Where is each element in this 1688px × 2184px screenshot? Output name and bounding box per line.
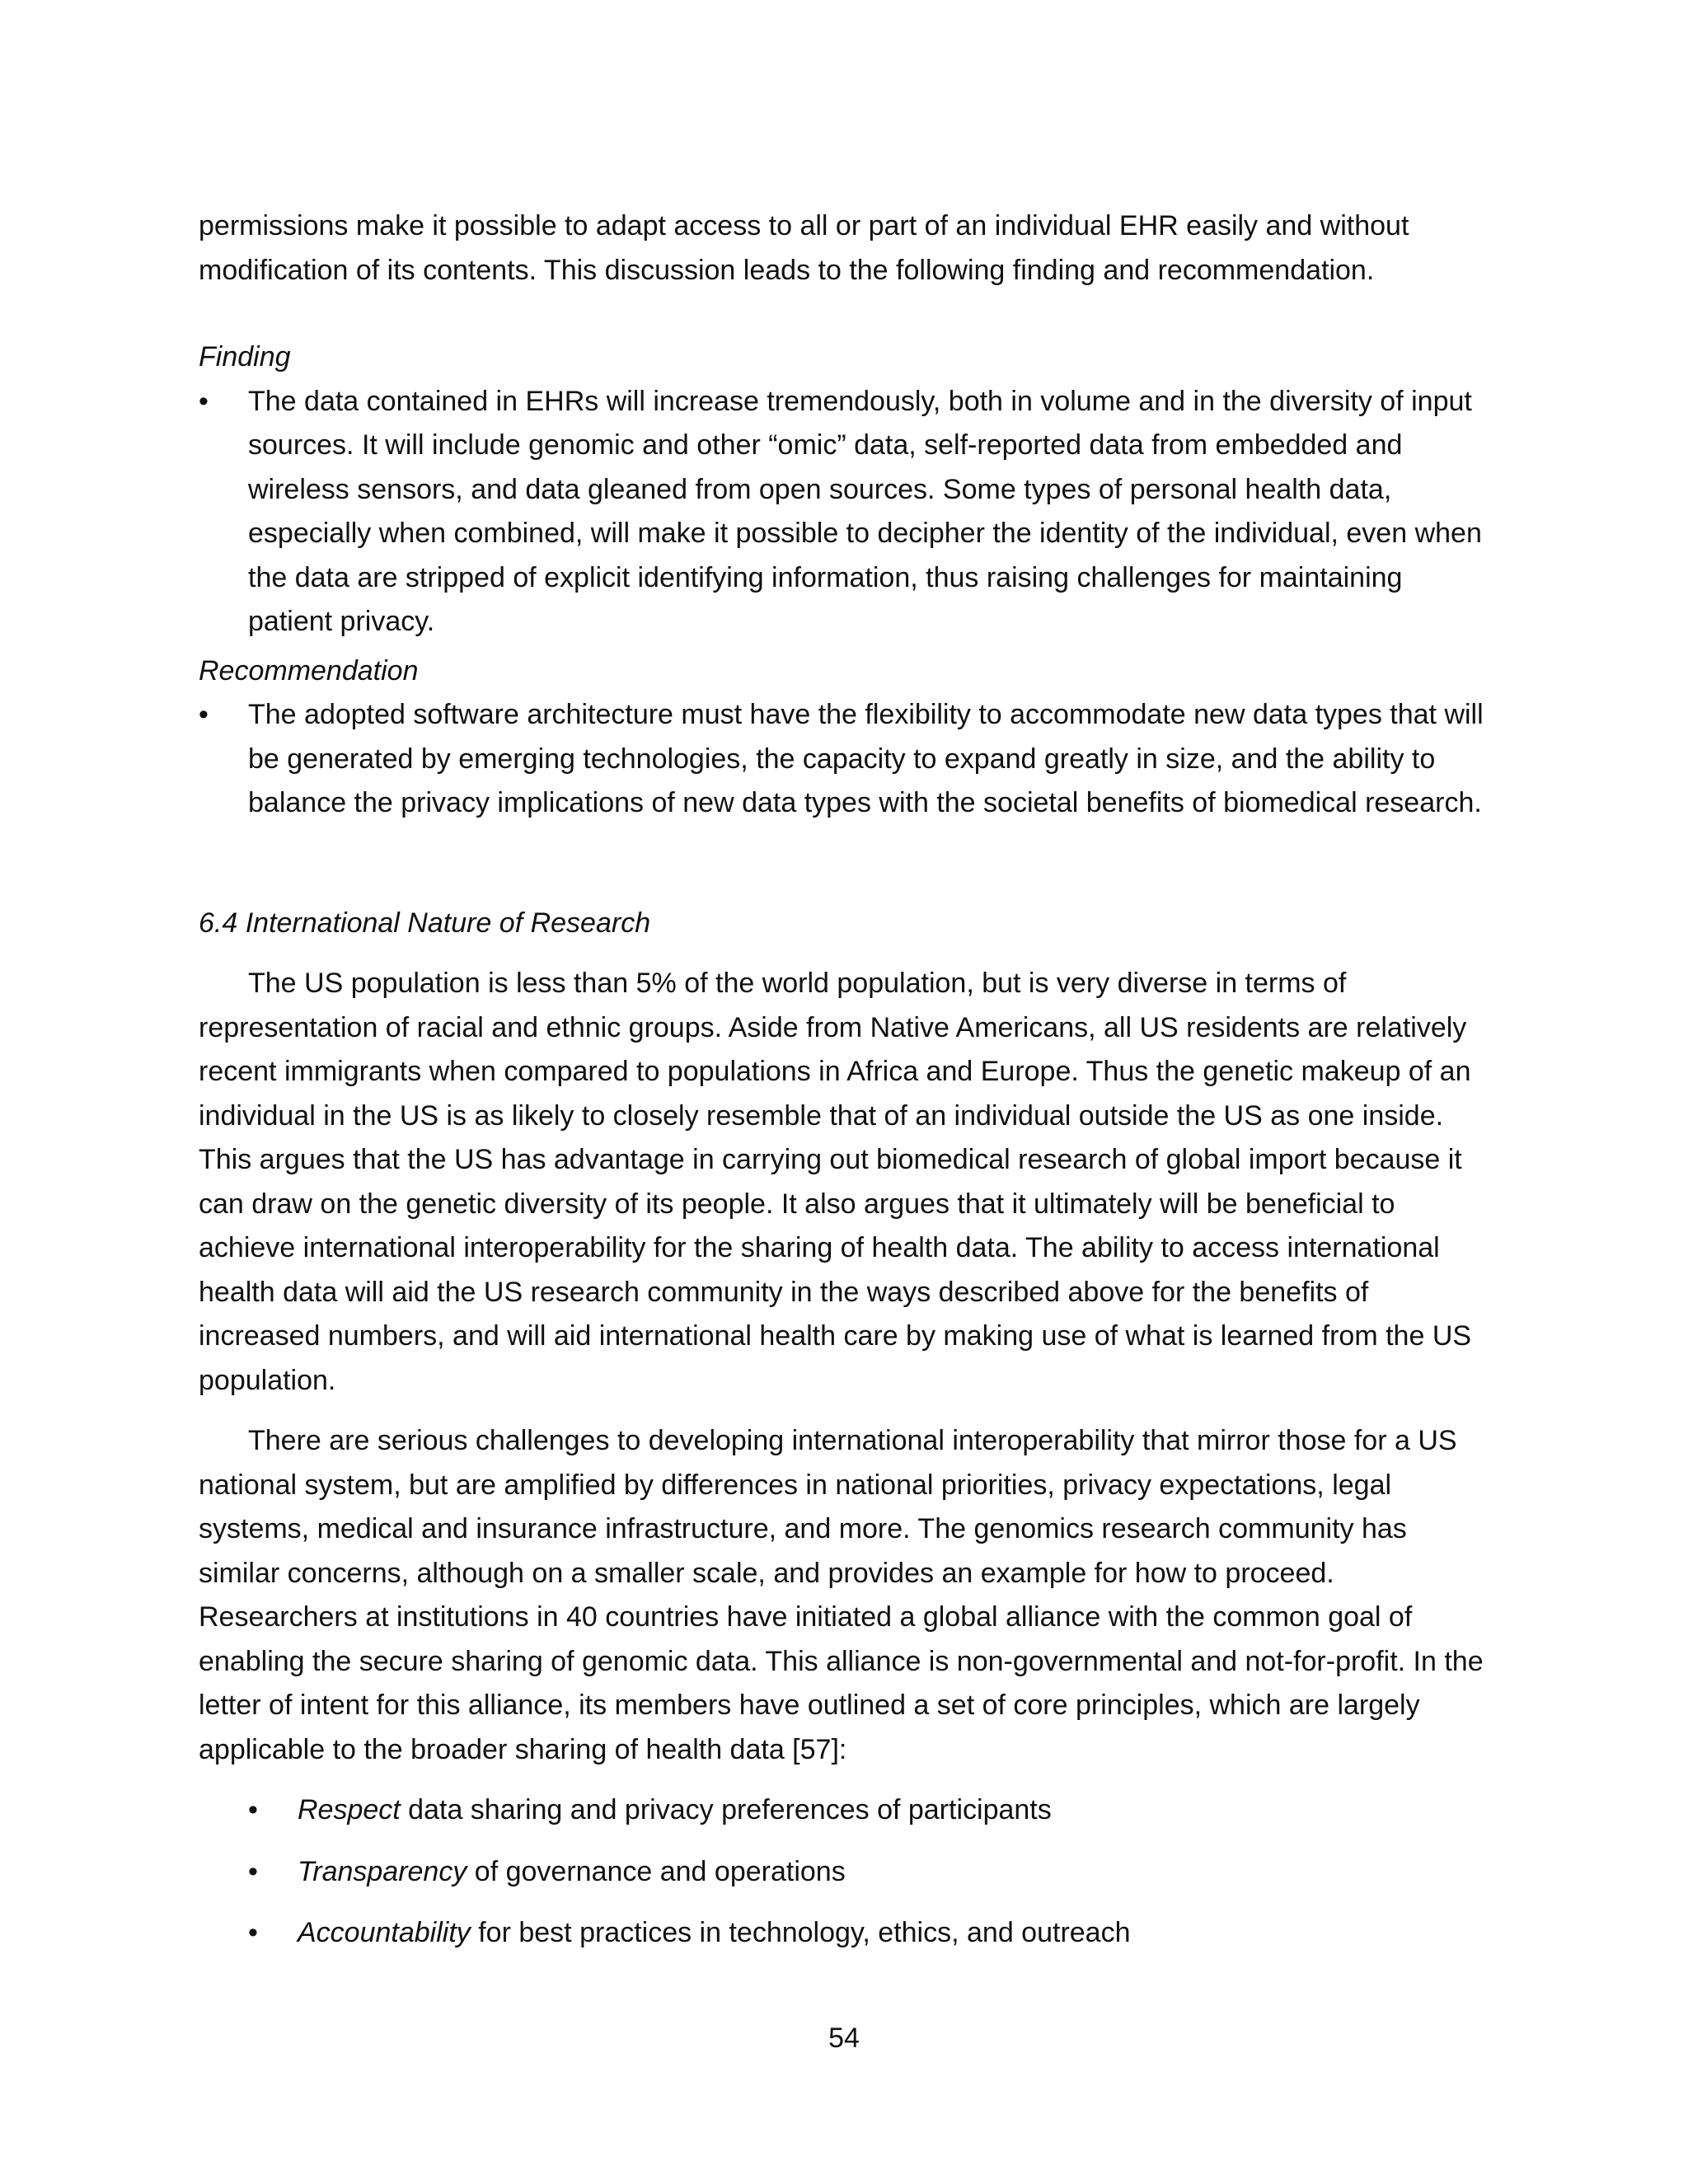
finding-list xyxy=(199,380,1493,644)
body-paragraph: There are serious challenges to developing international interoperability that mirror those for a US national system, but are amplified by differences in national priorities, privacy expectations, legal systems, medical and insurance infrastructure, and more. The genomics research community has similar concerns, although on a smaller scale, and provides an example for how to proceed. Researchers at institutions in 40 countries have initiated a global alliance with the common goal of enabling the secure sharing of genomic data. This alliance is non-governmental and not-for-profit. In the letter of intent for this alliance, its members have outlined a set of core principles, which are largely applicable to the broader sharing of health data [57]: xyxy=(199,1425,1484,1765)
recommendation-list xyxy=(199,693,1493,826)
principle-term: Accountability xyxy=(298,1917,471,1948)
bullet-icon: • xyxy=(248,1855,258,1887)
finding-label: Finding xyxy=(199,341,291,373)
finding-item xyxy=(199,380,1493,644)
recommendation-label: Recommendation xyxy=(199,654,419,687)
principle-text: of governance and operations xyxy=(467,1855,846,1887)
principle-item xyxy=(199,1911,1493,1956)
principle-text: for best practices in technology, ethics, and outreach xyxy=(470,1917,1131,1948)
principle-term: Transparency xyxy=(298,1855,467,1887)
body-paragraph: The US population is less than 5% of the world population, but is very diverse in terms of representation of racial and ethnic groups. Aside from Native Americans, all US residents are relatively recent immigrants when compared to populations in Africa and Europe. Thus the genetic makeup of an individual in the US is as likely to closely resemble that of an individual outside the US as one inside. This argues that the US has advantage in carrying out biomedical research of global import because it can draw on the genetic diversity of its people. It also argues that it ultimately will be beneficial to achieve international interoperability for the sharing of health data. The ability to access international health data will aid the US research community in the ways described above for the benefits of increased numbers, and will aid international health care by making use of what is learned from the US population. xyxy=(199,968,1472,1396)
continuation-paragraph: permissions make it possible to adapt access to all or part of an individual EHR easily and without modification of its contents. This discussion leads to the following finding and recommendation. xyxy=(199,210,1409,286)
recommendation-item xyxy=(199,693,1493,826)
section-heading: 6.4 International Nature of Research xyxy=(199,907,651,939)
bullet-icon: • xyxy=(248,1794,258,1825)
page-number: 54 xyxy=(828,2022,860,2054)
bullet-icon: • xyxy=(199,699,209,730)
principles-list xyxy=(199,1788,1493,1956)
principle-term: Respect xyxy=(298,1794,401,1825)
principle-item xyxy=(199,1788,1493,1833)
recommendation-item-text: The adopted software architecture must have the flexibility to accommodate new data types that will be generated by emerging technologies, the capacity to expand greatly in size, and the ability to balance the privacy implications of new data types with the societal benefits of biomedical research. xyxy=(248,699,1484,818)
finding-item-text: The data contained in EHRs will increase tremendously, both in volume and in the diversity of input sources. It will include genomic and other “omic” data, self-reported data from embedded and wireless sensors, and data gleaned from open sources. Some types of personal health data, especially when combined, will make it possible to decipher the identity of the individual, even when the data are stripped of explicit identifying information, thus raising challenges for maintaining patient privacy. xyxy=(248,385,1482,637)
principle-text: data sharing and privacy preferences of participants xyxy=(400,1794,1052,1825)
document-page xyxy=(199,204,1493,1973)
bullet-icon: • xyxy=(248,1917,258,1948)
principle-item xyxy=(199,1850,1493,1895)
bullet-icon: • xyxy=(199,385,209,417)
